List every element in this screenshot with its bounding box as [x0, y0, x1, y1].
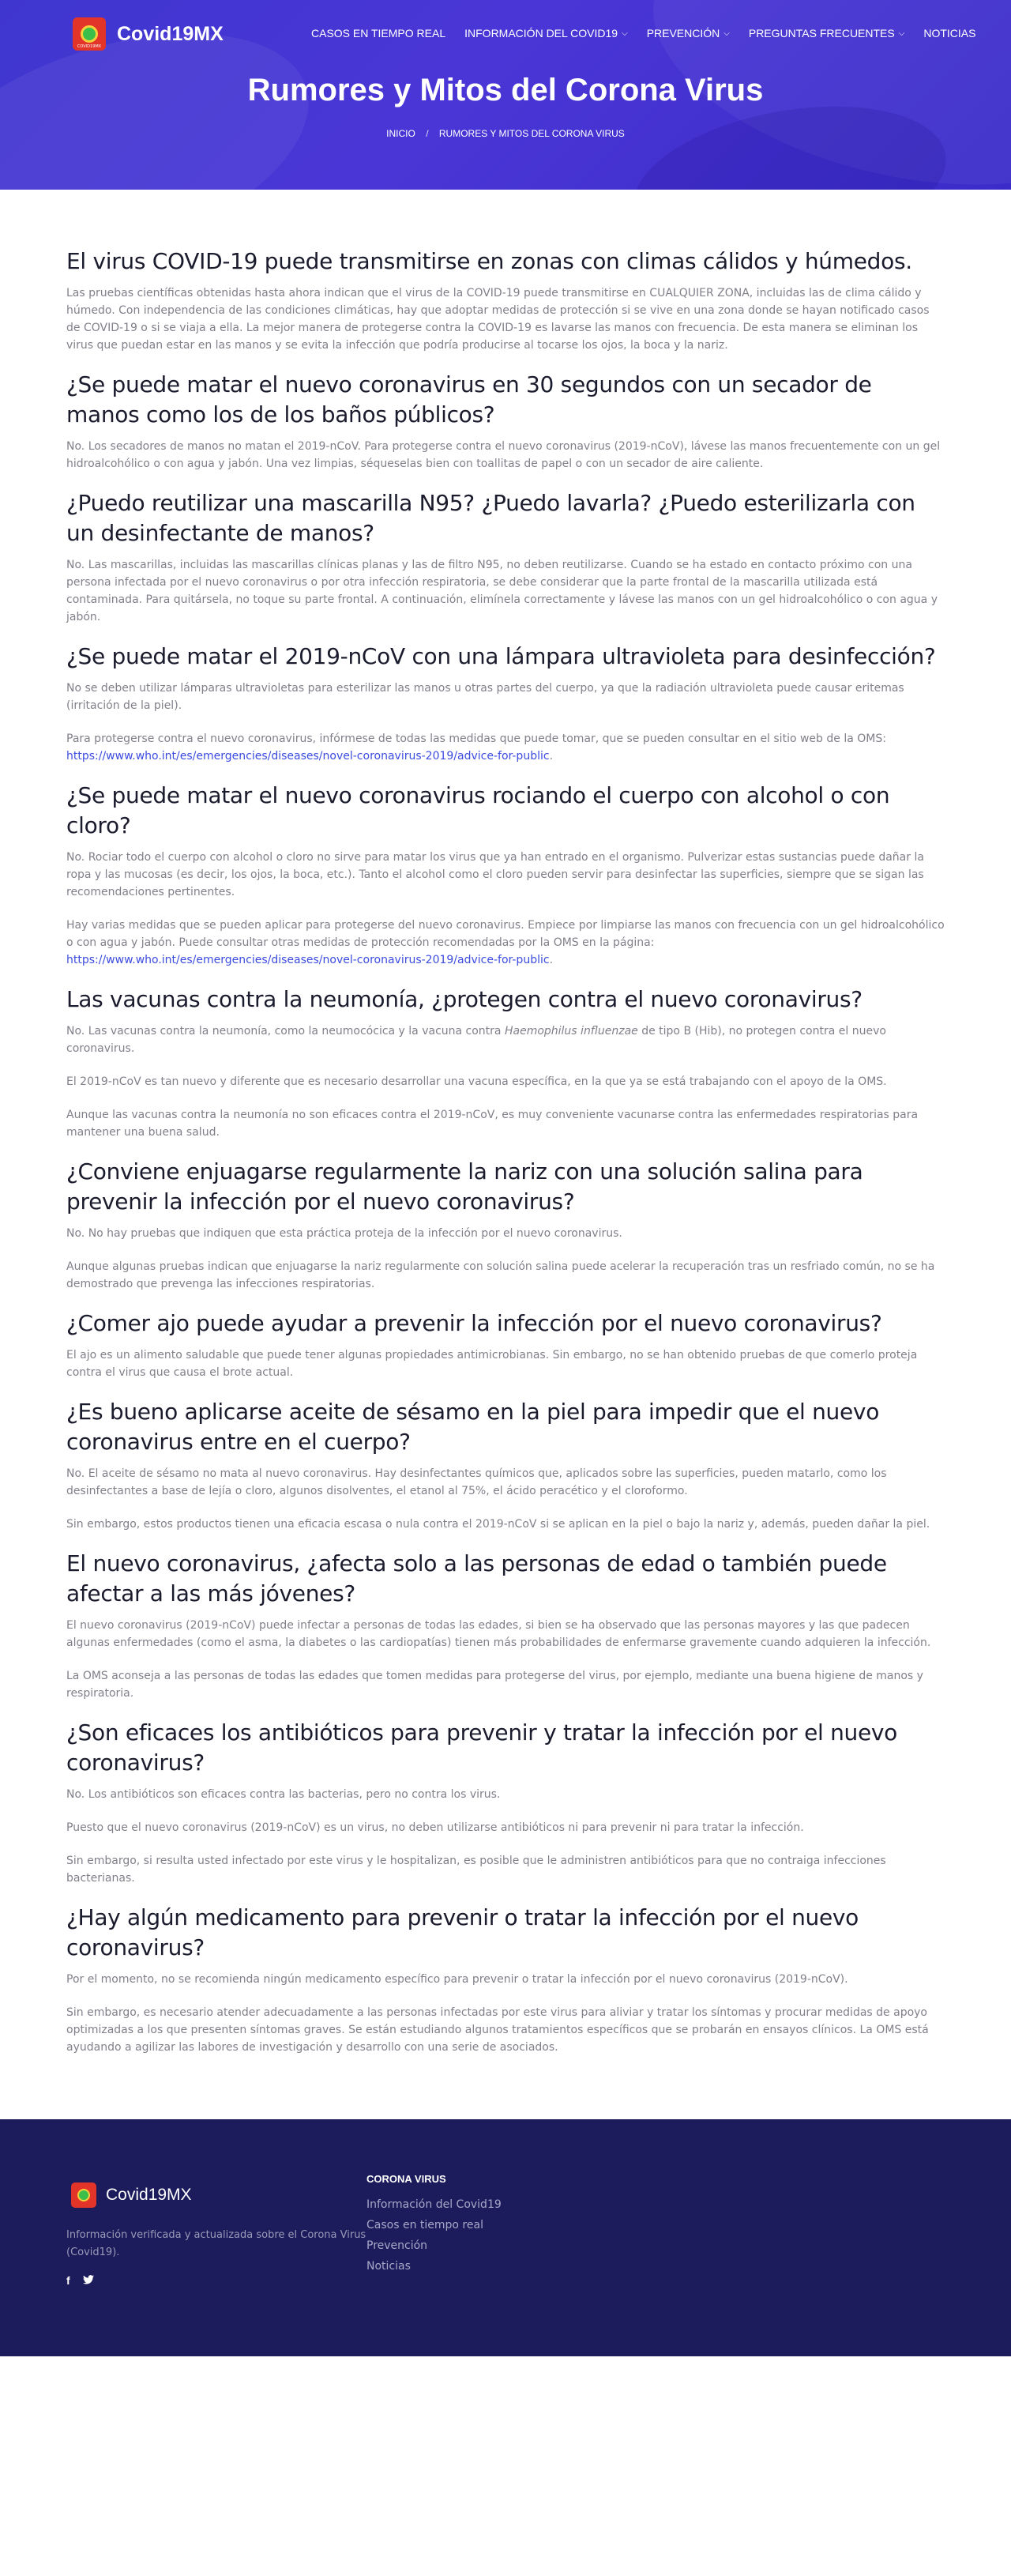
faq-section — [66, 1157, 945, 1293]
answer-text: Hay varias medidas que se pueden aplicar para protegerse del nuevo coronavirus. Empiece por limpiarse las manos con frecuencia con un gel hidroalcohólico o con agua y jabón. Puede consultar otras medidas de protección recomendadas por la OMS en la página: — [66, 919, 945, 949]
footer-links-column — [366, 2173, 502, 2277]
faq-question: ¿Se puede matar el nuevo coronavirus en 30 segundos con un secador de manos como los de los baños públicos? — [66, 371, 872, 427]
footer-link[interactable]: Información del Covid19 — [366, 2198, 502, 2211]
faq-answer: No. Los antibióticos son eficaces contra las bacterias, pero no contra los virus. — [66, 1788, 501, 1801]
footer-description: Información verificada y actualizada sobre el Corona Virus (Covid19). — [66, 2229, 366, 2258]
faq-section — [66, 1903, 945, 2056]
faq-answer: El 2019-nCoV es tan nuevo y diferente que es necesario desarrollar una vacuna específica, en la que ya se está trabajando con el apoyo de la OMS. — [66, 1075, 887, 1088]
footer-brand[interactable] — [71, 2182, 192, 2208]
nav-item-preguntas-frecuentes[interactable] — [749, 27, 904, 40]
faq-question: ¿Es bueno aplicarse aceite de sésamo en la piel para impedir que el nuevo coronavirus entre en el cuerpo? — [66, 1399, 880, 1455]
faq-answer: No. Los secadores de manos no matan el 2019-nCoV. Para protegerse contra el nuevo coronavirus (2019-nCoV), lávese las manos frecuentemente con un gel hidroalcohólico o con agua y jabón. Una vez limpias, séqueselas bien con toallitas de papel o con un secador de aire caliente. — [66, 440, 941, 470]
faq-section — [66, 488, 945, 626]
page-title: Rumores y Mitos del Corona Virus — [247, 73, 764, 107]
faq-section — [66, 1309, 945, 1381]
faq-section — [66, 1549, 945, 1702]
faq-question: ¿Se puede matar el 2019-nCoV con una lámpara ultravioleta para desinfección? — [66, 643, 936, 669]
footer-brand-name: Covid19MX — [106, 2186, 192, 2204]
facebook-icon[interactable]: f — [66, 2274, 70, 2287]
breadcrumb-current: RUMORES Y MITOS DEL CORONA VIRUS — [438, 128, 625, 139]
faq-answer: Aunque las vacunas contra la neumonía no son eficaces contra el 2019-nCoV, es muy conveniente vacunarse contra las enfermedades respiratorias para mantener una buena salud. — [66, 1109, 919, 1139]
nav-item-prevenci-n[interactable] — [647, 27, 730, 40]
faq-section — [66, 1718, 945, 1887]
footer-social — [66, 2274, 107, 2287]
footer-column-title: CORONA VIRUS — [366, 2173, 446, 2185]
breadcrumb-separator: / — [426, 128, 429, 139]
nav-item-label: INFORMACIÓN DEL COVID19 — [464, 27, 618, 40]
faq-question: El virus COVID-19 puede transmitirse en zonas con climas cálidos y húmedos. — [66, 248, 912, 274]
faq-question: ¿Comer ajo puede ayudar a prevenir la infección por el nuevo coronavirus? — [66, 1310, 882, 1336]
brand-logo-link[interactable] — [73, 17, 224, 51]
nav-item-label: PREVENCIÓN — [646, 27, 720, 40]
faq-answer-with-link — [66, 917, 945, 969]
faq-section — [66, 781, 945, 969]
faq-question: ¿Son eficaces los antibióticos para prevenir y tratar la infección por el nuevo coronavirus? — [66, 1719, 897, 1776]
page-footer — [0, 2119, 1011, 2356]
nav-item-casos-en-tiempo-real[interactable] — [311, 27, 445, 40]
footer-link[interactable]: Noticias — [366, 2260, 411, 2273]
faq-section — [66, 247, 945, 354]
faq-answer: Aunque algunas pruebas indican que enjuagarse la nariz regularmente con solución salina puede acelerar la recuperación tras un resfriado común, no se ha demostrado que prevenga las infecciones respiratorias. — [66, 1260, 935, 1290]
nav-item-label: CASOS EN TIEMPO REAL — [311, 27, 446, 40]
faq-question: ¿Puedo reutilizar una mascarilla N95? ¿Puedo lavarla? ¿Puedo esterilizarla con un desinfectante de manos? — [66, 490, 915, 546]
faq-answer: No. No hay pruebas que indiquen que esta práctica proteja de la infección por el nuevo coronavirus. — [66, 1227, 622, 1240]
answer-text: Para protegerse contra el nuevo coronavirus, infórmese de todas las medidas que puede tomar, que se pueden consultar en el sitio web de la OMS: — [66, 733, 886, 745]
article-content — [0, 190, 1011, 2119]
faq-section — [66, 642, 945, 765]
faq-answer-with-link — [66, 730, 945, 765]
nav-item-noticias[interactable] — [923, 27, 975, 40]
faq-answer: No. Las vacunas contra la neumonía, como la neumocócica y la vacuna contra Haemophilus influenzae de tipo B (Hib), no protegen contra el nuevo coronavirus. — [66, 1025, 886, 1055]
nav-item-informaci-n-del-covid19[interactable] — [464, 27, 628, 40]
chevron-down-icon: ⌵ — [898, 28, 905, 38]
chevron-down-icon: ⌵ — [622, 28, 628, 38]
faq-section — [66, 985, 945, 1141]
nav-item-label: NOTICIAS — [923, 27, 976, 40]
faq-question: El nuevo coronavirus, ¿afecta solo a las personas de edad o también puede afectar a las más jóvenes? — [66, 1550, 887, 1606]
who-advice-link[interactable]: https://www.who.int/es/emergencies/diseases/novel-coronavirus-2019/advice-for-public — [66, 750, 550, 763]
faq-answer: La OMS aconseja a las personas de todas las edades que tomen medidas para protegerse del virus, por ejemplo, mediante una buena higiene de manos y respiratoria. — [66, 1670, 923, 1700]
virus-logo-icon — [71, 2182, 96, 2208]
faq-question: ¿Se puede matar el nuevo coronavirus rociando el cuerpo con alcohol o con cloro? — [66, 782, 890, 838]
faq-answer: El ajo es un alimento saludable que puede tener algunas propiedades antimicrobianas. Sin embargo, no se han obtenido pruebas de que comerlo proteja contra el virus que causa el brote actual. — [66, 1349, 918, 1379]
who-advice-link[interactable]: https://www.who.int/es/emergencies/diseases/novel-coronavirus-2019/advice-for-public — [66, 954, 550, 966]
faq-answer: No se deben utilizar lámparas ultravioletas para esterilizar las manos u otras partes del cuerpo, ya que la radiación ultravioleta puede causar eritemas (irritación de la piel). — [66, 682, 904, 712]
faq-answer: No. Las mascarillas, incluidas las mascarillas clínicas planas y las de filtro N95, no deben reutilizarse. Cuando se ha estado en contacto próximo con una persona infectada por el nuevo coronavirus o por otra infección respiratoria, se debe considerar que la parte frontal de la mascarilla utilizada está contaminada. Para quitársela, no toque su parte frontal. A continuación, elimínela correctamente y lávese las manos con un gel hidroalcohólico o con agua y jabón. — [66, 559, 938, 623]
chevron-down-icon: ⌵ — [723, 28, 730, 38]
breadcrumb-home-link[interactable]: INICIO — [386, 128, 415, 139]
species-name: Haemophilus influenzae — [504, 1025, 638, 1038]
answer-text: . — [549, 954, 554, 966]
faq-answer: El nuevo coronavirus (2019-nCoV) puede infectar a personas de todas las edades, si bien se ha observado que las personas mayores y las que padecen algunas enfermedades (como el asma, la diabetes o las cardiopatías) tienen más probabilidades de enfermarse gravemente cuando adquieren la infección. — [66, 1619, 931, 1649]
faq-answer: Las pruebas científicas obtenidas hasta ahora indican que el virus de la COVID-19 puede transmitirse en CUALQUIER ZONA, incluidas las de clima cálido y húmedo. Con independencia de las condiciones climáticas, hay que adoptar medidas de protección si se vive en una zona donde se hayan notificado casos de COVID-19 o si se viaja a ella. La mejor manera de protegerse contra la COVID-19 es lavarse las manos con frecuencia. De esta manera se eliminan los virus que puedan estar en las manos y se evita la infección que podría producirse al tocarse los ojos, la boca y la nariz. — [66, 287, 930, 352]
faq-answer: Puesto que el nuevo coronavirus (2019-nCoV) es un virus, no deben utilizarse antibióticos ni para prevenir ni para tratar la infección. — [66, 1821, 804, 1834]
virus-logo-icon: COVID19MX — [73, 17, 106, 51]
faq-answer: Sin embargo, es necesario atender adecuadamente a las personas infectadas por este virus para aliviar y tratar los síntomas y procurar medidas de apoyo optimizadas a los que presenten síntomas graves. Se están estudiando algunos tratamientos específicos que se probarán en ensayos clínicos. La OMS está ayudando a agilizar las labores de investigación y desarrollo con una serie de asociados. — [66, 2006, 929, 2054]
faq-section — [66, 1397, 945, 1533]
answer-text: . — [549, 750, 554, 763]
faq-answer: No. Rociar todo el cuerpo con alcohol o cloro no sirve para matar los virus que ya han entrado en el organismo. Pulverizar estas sustancias puede dañar la ropa y las mucosas (es decir, los ojos, la boca, etc.). Tanto el alcohol como el cloro pueden servir para desinfectar las superficies, siempre que se sigan las recomendaciones pertinentes. — [66, 851, 924, 898]
faq-question: ¿Hay algún medicamento para prevenir o tratar la infección por el nuevo coronavirus? — [66, 1904, 859, 1960]
breadcrumb — [0, 128, 1011, 139]
top-navbar — [0, 0, 1011, 70]
faq-answer: Sin embargo, estos productos tienen una eficacia escasa o nula contra el 2019-nCoV si se aplican en la piel o bajo la nariz y, además, pueden dañar la piel. — [66, 1518, 930, 1531]
brand-name: Covid19MX — [117, 22, 224, 45]
faq-answer: No. El aceite de sésamo no mata al nuevo coronavirus. Hay desinfectantes químicos que, aplicados sobre las superficies, pueden matarlo, como los desinfectantes a base de lejía o cloro, algunos disolventes, el etanol al 75%, el ácido peracético y el cloroformo. — [66, 1467, 887, 1497]
main-nav — [311, 27, 994, 40]
faq-section — [66, 370, 945, 473]
faq-question: Las vacunas contra la neumonía, ¿protegen contra el nuevo coronavirus? — [66, 986, 863, 1012]
faq-answer: Por el momento, no se recomienda ningún medicamento específico para prevenir o tratar la infección por el nuevo coronavirus (2019-nCoV). — [66, 1973, 848, 1986]
twitter-icon[interactable] — [83, 2274, 94, 2287]
page-header — [0, 0, 1011, 190]
nav-item-label: PREGUNTAS FRECUENTES — [748, 27, 895, 40]
faq-question: ¿Conviene enjuagarse regularmente la nariz con una solución salina para prevenir la infección por el nuevo coronavirus? — [66, 1158, 863, 1215]
footer-link[interactable]: Casos en tiempo real — [366, 2219, 483, 2231]
footer-link[interactable]: Prevención — [366, 2239, 428, 2252]
faq-answer: Sin embargo, si resulta usted infectado por este virus y le hospitalizan, es posible que le administren antibióticos para que no contraiga infecciones bacterianas. — [66, 1855, 886, 1885]
